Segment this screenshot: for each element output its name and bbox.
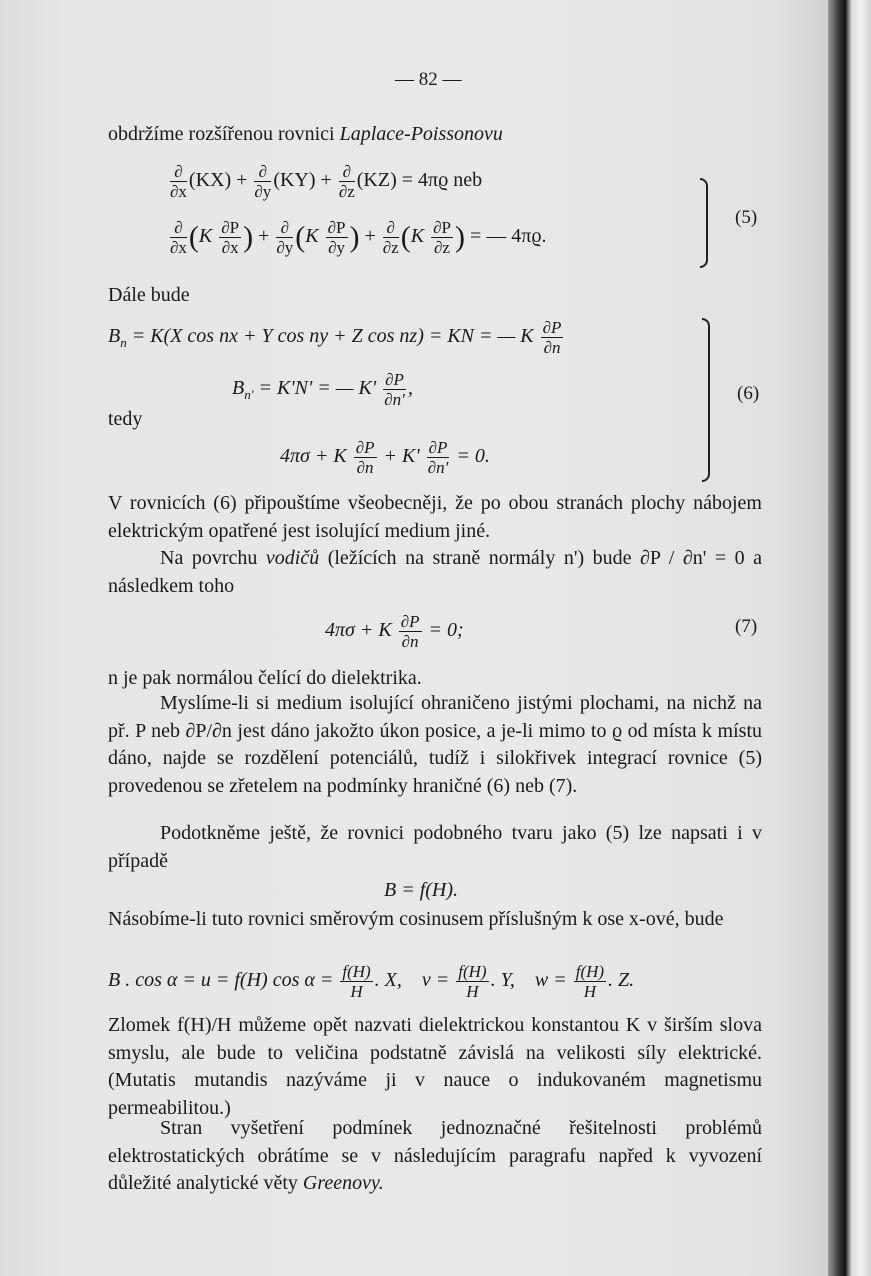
eq6-line3: 4πσ + K $\frac{\partial P}{\partial n}$ + K' $\frac{\partial P}{\partial n'}$ = 0. [280,438,490,477]
paragraph-5: Podotkněme ještě, že rovnici podobného tvaru jako (5) lze napsati i v případě [108,822,762,872]
eq-cos: B . cos α = u = f(H) cos α = $\frac{f(H)}{H}$ . X, v = $\frac{f(H)}{H}$ . Y, w = $\frac{f(H)}{H}$ . Z. [108,962,635,1001]
eq7-label: (7) [735,616,758,637]
eq6-line1: $B_n = K(X$ cos nx + Y cos ny + Z cos nz) = KN = — K $\frac{\partial P}{\partial n}$ [108,318,562,357]
paragraph-3: n je pak normálou čelící do dielektrika. [108,667,422,689]
eq6-tedy: tedy [108,408,143,430]
eq5-brace [700,178,708,268]
eq5-line1: $\frac{\partial}{\partial x}$ (KX) + $\frac{\partial}{\partial y}$ (KY) + $\frac{\partial}{\partial z}$ (KZ) = 4πϱ neb [170,162,483,201]
paragraph-2: Na povrchu vodičů (ležících na straně normály n') bude ∂P / ∂n' = 0 a následkem toho [108,547,763,597]
page-number: — 82 — [395,69,462,90]
paragraph-1: V rovnicích (6) připouštíme všeobecněji, že po obou stranách plochy nábojem elektrickým opatřené jest isolující medium jiné. [108,492,762,542]
paragraph-7: Zlomek f(H)/H můžeme opět nazvati dielektrickou konstantou K v širším slova smyslu, ale bude to veličina podstatně závislá na velikosti síly elektrické. (Mutatis mutandis nazýváme ji v nauce o indukovaném magnetismu permeabilitou.) [108,1014,762,1119]
paragraph-8: Stran vyšetření podmínek jednoznačné řešitelnosti problémů elektrostatických obrátíme se v následujícím paragrafu napřed k vyvození důležité analytické věty Greenovy. [108,1117,762,1195]
eq6-brace [702,318,710,482]
eq6-line2: $B_{n'} = K'N'$ = — K' $\frac{\partial P}{\partial n'}$ , [232,370,413,409]
eq6-label: (6) [737,383,760,404]
paragraph-4: Myslíme-li si medium isolující ohraničeno jistými plochami, na nichž na př. P neb ∂P/∂n jest dáno jakožto úkon posice, a je-li mimo to ϱ od místa k místu dáno, najde se rozdělení potenciálů, tudíž i silokřivek integrací rovnice (5) provedenou se zřetelem na podmínky hraničné (6) neb (7). [108,692,762,797]
book-edge [828,0,871,1276]
eq5-label: (5) [735,207,758,228]
paragraph-6: Násobíme-li tuto rovnici směrovým cosinusem příslušným k ose x-ové, bude [108,908,724,930]
intro-line: obdržíme rozšířenou rovnici Laplace-Poissonovu [108,123,503,145]
eq5-line2: $\frac{\partial}{\partial x}$ (K $\frac{\partial P}{\partial x}$ ) + $\frac{\partial}{\partial y}$ (K $\frac{\partial P}{\partial y}$ ) + $\frac{\partial}{\partial z}$ (K $\frac{\partial P}{\partial z}$ ) = — 4πϱ. [170,218,547,257]
eq7: 4πσ + K $\frac{\partial P}{\partial n}$ = 0; [325,612,464,651]
eq-b-fh: B = f(H). [384,879,459,901]
dale-bude: Dále bude [108,284,190,306]
